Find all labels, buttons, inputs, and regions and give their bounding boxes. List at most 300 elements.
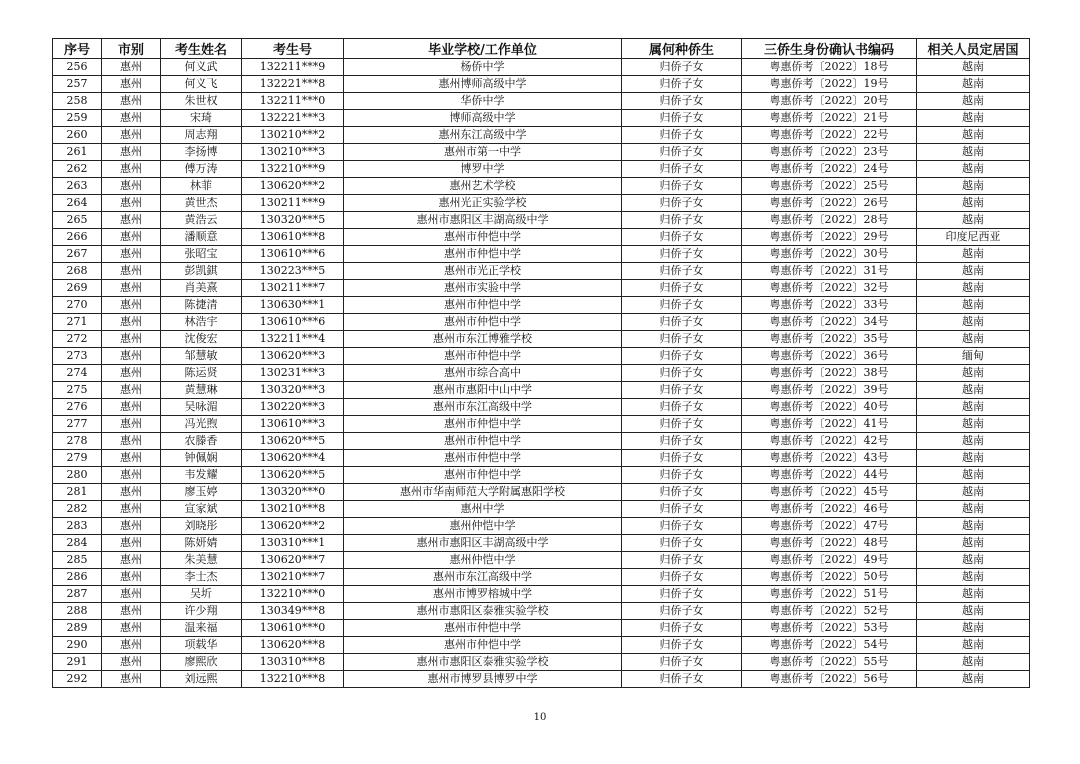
cell-certificate-code: 粤惠侨考〔2022〕39号 bbox=[742, 382, 917, 399]
table-row bbox=[53, 93, 1030, 110]
cell-residence-country: 越南 bbox=[917, 178, 1030, 195]
cell-residence-country: 越南 bbox=[917, 586, 1030, 603]
cell-city: 惠州 bbox=[102, 144, 161, 161]
cell-certificate-code: 粤惠侨考〔2022〕51号 bbox=[742, 586, 917, 603]
cell-serial: 272 bbox=[53, 331, 102, 348]
cell-residence-country: 越南 bbox=[917, 314, 1030, 331]
cell-school: 惠州博师高级中学 bbox=[344, 76, 622, 93]
cell-residence-country: 越南 bbox=[917, 416, 1030, 433]
cell-exam-id: 130620***8 bbox=[242, 637, 344, 654]
cell-residence-country: 越南 bbox=[917, 76, 1030, 93]
cell-certificate-code: 粤惠侨考〔2022〕54号 bbox=[742, 637, 917, 654]
cell-certificate-code: 粤惠侨考〔2022〕26号 bbox=[742, 195, 917, 212]
cell-serial: 258 bbox=[53, 93, 102, 110]
table-row bbox=[53, 671, 1030, 688]
cell-exam-id: 130620***4 bbox=[242, 450, 344, 467]
cell-city: 惠州 bbox=[102, 348, 161, 365]
cell-school: 惠州市综合高中 bbox=[344, 365, 622, 382]
cell-school: 惠州市仲恺中学 bbox=[344, 348, 622, 365]
cell-category: 归侨子女 bbox=[622, 569, 742, 586]
cell-certificate-code: 粤惠侨考〔2022〕19号 bbox=[742, 76, 917, 93]
cell-name: 何义武 bbox=[161, 59, 242, 76]
cell-school: 惠州市博罗榕城中学 bbox=[344, 586, 622, 603]
cell-serial: 269 bbox=[53, 280, 102, 297]
cell-serial: 286 bbox=[53, 569, 102, 586]
table-row bbox=[53, 654, 1030, 671]
table-row bbox=[53, 552, 1030, 569]
cell-certificate-code: 粤惠侨考〔2022〕44号 bbox=[742, 467, 917, 484]
cell-category: 归侨子女 bbox=[622, 161, 742, 178]
cell-serial: 266 bbox=[53, 229, 102, 246]
cell-category: 归侨子女 bbox=[622, 433, 742, 450]
cell-serial: 277 bbox=[53, 416, 102, 433]
cell-name: 廖熙欣 bbox=[161, 654, 242, 671]
cell-serial: 260 bbox=[53, 127, 102, 144]
cell-school: 惠州市光正学校 bbox=[344, 263, 622, 280]
cell-serial: 274 bbox=[53, 365, 102, 382]
cell-exam-id: 130349***8 bbox=[242, 603, 344, 620]
cell-name: 黄慧琳 bbox=[161, 382, 242, 399]
cell-exam-id: 130210***8 bbox=[242, 501, 344, 518]
cell-serial: 268 bbox=[53, 263, 102, 280]
cell-name: 邹慧敏 bbox=[161, 348, 242, 365]
cell-school: 惠州市仲恺中学 bbox=[344, 416, 622, 433]
cell-name: 张昭宝 bbox=[161, 246, 242, 263]
cell-exam-id: 130610***8 bbox=[242, 229, 344, 246]
header-exam-id: 考生号 bbox=[242, 39, 344, 59]
cell-city: 惠州 bbox=[102, 93, 161, 110]
cell-school: 惠州市第一中学 bbox=[344, 144, 622, 161]
cell-certificate-code: 粤惠侨考〔2022〕28号 bbox=[742, 212, 917, 229]
cell-certificate-code: 粤惠侨考〔2022〕46号 bbox=[742, 501, 917, 518]
cell-exam-id: 130610***0 bbox=[242, 620, 344, 637]
cell-residence-country: 缅甸 bbox=[917, 348, 1030, 365]
table-row bbox=[53, 280, 1030, 297]
table-row bbox=[53, 569, 1030, 586]
cell-exam-id: 130630***1 bbox=[242, 297, 344, 314]
cell-certificate-code: 粤惠侨考〔2022〕38号 bbox=[742, 365, 917, 382]
table-row bbox=[53, 263, 1030, 280]
cell-school: 惠州市仲恺中学 bbox=[344, 467, 622, 484]
cell-exam-id: 130620***5 bbox=[242, 467, 344, 484]
cell-certificate-code: 粤惠侨考〔2022〕21号 bbox=[742, 110, 917, 127]
cell-exam-id: 130610***6 bbox=[242, 246, 344, 263]
cell-residence-country: 越南 bbox=[917, 110, 1030, 127]
cell-name: 宣家斌 bbox=[161, 501, 242, 518]
cell-exam-id: 130620***2 bbox=[242, 518, 344, 535]
cell-school: 惠州市仲恺中学 bbox=[344, 297, 622, 314]
cell-name: 李士杰 bbox=[161, 569, 242, 586]
cell-city: 惠州 bbox=[102, 76, 161, 93]
cell-name: 陈运贤 bbox=[161, 365, 242, 382]
cell-category: 归侨子女 bbox=[622, 195, 742, 212]
cell-school: 惠州市仲恺中学 bbox=[344, 637, 622, 654]
cell-residence-country: 越南 bbox=[917, 246, 1030, 263]
header-name: 考生姓名 bbox=[161, 39, 242, 59]
cell-city: 惠州 bbox=[102, 178, 161, 195]
cell-city: 惠州 bbox=[102, 416, 161, 433]
cell-city: 惠州 bbox=[102, 433, 161, 450]
cell-serial: 261 bbox=[53, 144, 102, 161]
cell-exam-id: 130210***2 bbox=[242, 127, 344, 144]
cell-category: 归侨子女 bbox=[622, 535, 742, 552]
cell-school: 惠州市仲恺中学 bbox=[344, 314, 622, 331]
cell-city: 惠州 bbox=[102, 331, 161, 348]
cell-name: 宋琦 bbox=[161, 110, 242, 127]
cell-residence-country: 越南 bbox=[917, 195, 1030, 212]
cell-school: 惠州市惠阳区泰雅实验学校 bbox=[344, 603, 622, 620]
cell-exam-id: 130620***3 bbox=[242, 348, 344, 365]
table-row bbox=[53, 586, 1030, 603]
cell-category: 归侨子女 bbox=[622, 76, 742, 93]
cell-certificate-code: 粤惠侨考〔2022〕20号 bbox=[742, 93, 917, 110]
cell-serial: 270 bbox=[53, 297, 102, 314]
table-row bbox=[53, 212, 1030, 229]
cell-school: 惠州东江高级中学 bbox=[344, 127, 622, 144]
cell-exam-id: 130310***8 bbox=[242, 654, 344, 671]
cell-residence-country: 越南 bbox=[917, 144, 1030, 161]
cell-residence-country: 越南 bbox=[917, 603, 1030, 620]
cell-school: 惠州市惠阳区丰湖高级中学 bbox=[344, 535, 622, 552]
cell-name: 潘顺意 bbox=[161, 229, 242, 246]
cell-school: 惠州市东江高级中学 bbox=[344, 569, 622, 586]
cell-certificate-code: 粤惠侨考〔2022〕24号 bbox=[742, 161, 917, 178]
cell-residence-country: 越南 bbox=[917, 433, 1030, 450]
table-row bbox=[53, 178, 1030, 195]
cell-certificate-code: 粤惠侨考〔2022〕56号 bbox=[742, 671, 917, 688]
cell-school: 博师高级中学 bbox=[344, 110, 622, 127]
cell-category: 归侨子女 bbox=[622, 212, 742, 229]
cell-name: 肖美熹 bbox=[161, 280, 242, 297]
table-row bbox=[53, 246, 1030, 263]
cell-name: 吴咏湄 bbox=[161, 399, 242, 416]
cell-school: 博罗中学 bbox=[344, 161, 622, 178]
header-school: 毕业学校/工作单位 bbox=[344, 39, 622, 59]
cell-school: 惠州市东江高级中学 bbox=[344, 399, 622, 416]
cell-residence-country: 印度尼西亚 bbox=[917, 229, 1030, 246]
cell-school: 惠州市仲恺中学 bbox=[344, 229, 622, 246]
cell-school: 惠州市东江博雅学校 bbox=[344, 331, 622, 348]
cell-residence-country: 越南 bbox=[917, 654, 1030, 671]
cell-city: 惠州 bbox=[102, 127, 161, 144]
cell-serial: 276 bbox=[53, 399, 102, 416]
cell-school: 惠州市仲恺中学 bbox=[344, 450, 622, 467]
table-row bbox=[53, 144, 1030, 161]
cell-name: 彭凯錤 bbox=[161, 263, 242, 280]
cell-name: 黄浩云 bbox=[161, 212, 242, 229]
cell-residence-country: 越南 bbox=[917, 671, 1030, 688]
cell-exam-id: 132221***8 bbox=[242, 76, 344, 93]
header-category: 属何种侨生 bbox=[622, 39, 742, 59]
cell-school: 惠州市博罗县博罗中学 bbox=[344, 671, 622, 688]
cell-category: 归侨子女 bbox=[622, 314, 742, 331]
cell-serial: 289 bbox=[53, 620, 102, 637]
cell-serial: 279 bbox=[53, 450, 102, 467]
table-row bbox=[53, 161, 1030, 178]
cell-serial: 285 bbox=[53, 552, 102, 569]
cell-city: 惠州 bbox=[102, 518, 161, 535]
cell-serial: 287 bbox=[53, 586, 102, 603]
cell-name: 许少翔 bbox=[161, 603, 242, 620]
cell-exam-id: 130320***0 bbox=[242, 484, 344, 501]
cell-serial: 292 bbox=[53, 671, 102, 688]
cell-category: 归侨子女 bbox=[622, 399, 742, 416]
table-row bbox=[53, 76, 1030, 93]
table-row bbox=[53, 450, 1030, 467]
cell-residence-country: 越南 bbox=[917, 535, 1030, 552]
table-row bbox=[53, 637, 1030, 654]
cell-residence-country: 越南 bbox=[917, 161, 1030, 178]
table-row bbox=[53, 433, 1030, 450]
cell-category: 归侨子女 bbox=[622, 59, 742, 76]
cell-certificate-code: 粤惠侨考〔2022〕47号 bbox=[742, 518, 917, 535]
cell-city: 惠州 bbox=[102, 246, 161, 263]
cell-category: 归侨子女 bbox=[622, 93, 742, 110]
cell-category: 归侨子女 bbox=[622, 671, 742, 688]
cell-exam-id: 132221***3 bbox=[242, 110, 344, 127]
cell-residence-country: 越南 bbox=[917, 399, 1030, 416]
cell-city: 惠州 bbox=[102, 399, 161, 416]
cell-serial: 275 bbox=[53, 382, 102, 399]
cell-certificate-code: 粤惠侨考〔2022〕32号 bbox=[742, 280, 917, 297]
cell-residence-country: 越南 bbox=[917, 127, 1030, 144]
table-row bbox=[53, 297, 1030, 314]
table-row bbox=[53, 229, 1030, 246]
cell-category: 归侨子女 bbox=[622, 110, 742, 127]
cell-serial: 267 bbox=[53, 246, 102, 263]
cell-certificate-code: 粤惠侨考〔2022〕43号 bbox=[742, 450, 917, 467]
cell-certificate-code: 粤惠侨考〔2022〕52号 bbox=[742, 603, 917, 620]
cell-category: 归侨子女 bbox=[622, 501, 742, 518]
cell-certificate-code: 粤惠侨考〔2022〕36号 bbox=[742, 348, 917, 365]
cell-city: 惠州 bbox=[102, 212, 161, 229]
cell-category: 归侨子女 bbox=[622, 297, 742, 314]
cell-name: 农滕香 bbox=[161, 433, 242, 450]
cell-name: 冯光煦 bbox=[161, 416, 242, 433]
cell-name: 吴圻 bbox=[161, 586, 242, 603]
cell-category: 归侨子女 bbox=[622, 620, 742, 637]
cell-school: 杨侨中学 bbox=[344, 59, 622, 76]
cell-city: 惠州 bbox=[102, 280, 161, 297]
cell-residence-country: 越南 bbox=[917, 93, 1030, 110]
cell-exam-id: 130210***7 bbox=[242, 569, 344, 586]
table-row bbox=[53, 484, 1030, 501]
cell-exam-id: 132211***4 bbox=[242, 331, 344, 348]
cell-school: 惠州仲恺中学 bbox=[344, 552, 622, 569]
table-row bbox=[53, 416, 1030, 433]
table-row bbox=[53, 467, 1030, 484]
cell-certificate-code: 粤惠侨考〔2022〕29号 bbox=[742, 229, 917, 246]
cell-residence-country: 越南 bbox=[917, 212, 1030, 229]
cell-name: 刘远熙 bbox=[161, 671, 242, 688]
cell-city: 惠州 bbox=[102, 603, 161, 620]
cell-category: 归侨子女 bbox=[622, 637, 742, 654]
cell-city: 惠州 bbox=[102, 195, 161, 212]
cell-exam-id: 132210***0 bbox=[242, 586, 344, 603]
cell-residence-country: 越南 bbox=[917, 484, 1030, 501]
cell-serial: 281 bbox=[53, 484, 102, 501]
cell-exam-id: 132210***8 bbox=[242, 671, 344, 688]
cell-serial: 283 bbox=[53, 518, 102, 535]
cell-serial: 262 bbox=[53, 161, 102, 178]
cell-name: 陈妍婧 bbox=[161, 535, 242, 552]
overseas-chinese-student-table bbox=[52, 38, 1030, 688]
header-residence-country: 相关人员定居国 bbox=[917, 39, 1030, 59]
cell-city: 惠州 bbox=[102, 535, 161, 552]
cell-school: 惠州中学 bbox=[344, 501, 622, 518]
cell-certificate-code: 粤惠侨考〔2022〕35号 bbox=[742, 331, 917, 348]
cell-category: 归侨子女 bbox=[622, 552, 742, 569]
cell-city: 惠州 bbox=[102, 314, 161, 331]
header-city: 市别 bbox=[102, 39, 161, 59]
cell-city: 惠州 bbox=[102, 586, 161, 603]
table-row bbox=[53, 195, 1030, 212]
cell-serial: 257 bbox=[53, 76, 102, 93]
cell-school: 惠州仲恺中学 bbox=[344, 518, 622, 535]
cell-residence-country: 越南 bbox=[917, 501, 1030, 518]
cell-school: 华侨中学 bbox=[344, 93, 622, 110]
cell-name: 项载华 bbox=[161, 637, 242, 654]
table-row bbox=[53, 603, 1030, 620]
table-row bbox=[53, 399, 1030, 416]
cell-city: 惠州 bbox=[102, 382, 161, 399]
cell-serial: 291 bbox=[53, 654, 102, 671]
cell-certificate-code: 粤惠侨考〔2022〕48号 bbox=[742, 535, 917, 552]
cell-certificate-code: 粤惠侨考〔2022〕22号 bbox=[742, 127, 917, 144]
cell-city: 惠州 bbox=[102, 59, 161, 76]
cell-city: 惠州 bbox=[102, 484, 161, 501]
table-row bbox=[53, 620, 1030, 637]
cell-serial: 273 bbox=[53, 348, 102, 365]
cell-residence-country: 越南 bbox=[917, 518, 1030, 535]
cell-exam-id: 130310***1 bbox=[242, 535, 344, 552]
cell-name: 刘晓彤 bbox=[161, 518, 242, 535]
cell-name: 黄世杰 bbox=[161, 195, 242, 212]
cell-certificate-code: 粤惠侨考〔2022〕55号 bbox=[742, 654, 917, 671]
cell-exam-id: 132211***0 bbox=[242, 93, 344, 110]
cell-school: 惠州市仲恺中学 bbox=[344, 246, 622, 263]
cell-exam-id: 132211***9 bbox=[242, 59, 344, 76]
cell-city: 惠州 bbox=[102, 365, 161, 382]
cell-certificate-code: 粤惠侨考〔2022〕25号 bbox=[742, 178, 917, 195]
cell-city: 惠州 bbox=[102, 552, 161, 569]
cell-exam-id: 132210***9 bbox=[242, 161, 344, 178]
cell-certificate-code: 粤惠侨考〔2022〕33号 bbox=[742, 297, 917, 314]
cell-category: 归侨子女 bbox=[622, 518, 742, 535]
cell-school: 惠州光正实验学校 bbox=[344, 195, 622, 212]
cell-city: 惠州 bbox=[102, 569, 161, 586]
cell-residence-country: 越南 bbox=[917, 263, 1030, 280]
cell-residence-country: 越南 bbox=[917, 637, 1030, 654]
cell-residence-country: 越南 bbox=[917, 365, 1030, 382]
cell-exam-id: 130620***7 bbox=[242, 552, 344, 569]
cell-exam-id: 130620***2 bbox=[242, 178, 344, 195]
cell-certificate-code: 粤惠侨考〔2022〕18号 bbox=[742, 59, 917, 76]
table-row bbox=[53, 535, 1030, 552]
cell-serial: 290 bbox=[53, 637, 102, 654]
cell-name: 廖玉婷 bbox=[161, 484, 242, 501]
cell-serial: 256 bbox=[53, 59, 102, 76]
cell-city: 惠州 bbox=[102, 450, 161, 467]
cell-residence-country: 越南 bbox=[917, 620, 1030, 637]
cell-city: 惠州 bbox=[102, 229, 161, 246]
cell-school: 惠州市惠阳区泰雅实验学校 bbox=[344, 654, 622, 671]
table-row bbox=[53, 348, 1030, 365]
cell-city: 惠州 bbox=[102, 671, 161, 688]
cell-name: 朱世权 bbox=[161, 93, 242, 110]
cell-residence-country: 越南 bbox=[917, 467, 1030, 484]
table-row bbox=[53, 110, 1030, 127]
cell-certificate-code: 粤惠侨考〔2022〕30号 bbox=[742, 246, 917, 263]
cell-serial: 265 bbox=[53, 212, 102, 229]
cell-city: 惠州 bbox=[102, 654, 161, 671]
cell-residence-country: 越南 bbox=[917, 59, 1030, 76]
cell-city: 惠州 bbox=[102, 637, 161, 654]
cell-residence-country: 越南 bbox=[917, 450, 1030, 467]
header-serial: 序号 bbox=[53, 39, 102, 59]
cell-school: 惠州市华南师范大学附属惠阳学校 bbox=[344, 484, 622, 501]
table-row bbox=[53, 59, 1030, 76]
table-row bbox=[53, 314, 1030, 331]
cell-city: 惠州 bbox=[102, 161, 161, 178]
cell-serial: 284 bbox=[53, 535, 102, 552]
table-body bbox=[53, 59, 1030, 688]
cell-name: 沈俊宏 bbox=[161, 331, 242, 348]
cell-serial: 264 bbox=[53, 195, 102, 212]
cell-city: 惠州 bbox=[102, 620, 161, 637]
cell-name: 周志翔 bbox=[161, 127, 242, 144]
cell-residence-country: 越南 bbox=[917, 552, 1030, 569]
cell-certificate-code: 粤惠侨考〔2022〕40号 bbox=[742, 399, 917, 416]
cell-exam-id: 130320***5 bbox=[242, 212, 344, 229]
table-row bbox=[53, 365, 1030, 382]
cell-name: 朱美慧 bbox=[161, 552, 242, 569]
cell-school: 惠州市仲恺中学 bbox=[344, 433, 622, 450]
cell-exam-id: 130610***3 bbox=[242, 416, 344, 433]
cell-name: 陈捷清 bbox=[161, 297, 242, 314]
cell-serial: 259 bbox=[53, 110, 102, 127]
table-header-row bbox=[53, 39, 1030, 59]
cell-certificate-code: 粤惠侨考〔2022〕49号 bbox=[742, 552, 917, 569]
cell-city: 惠州 bbox=[102, 467, 161, 484]
cell-serial: 263 bbox=[53, 178, 102, 195]
cell-certificate-code: 粤惠侨考〔2022〕42号 bbox=[742, 433, 917, 450]
cell-exam-id: 130220***3 bbox=[242, 399, 344, 416]
cell-category: 归侨子女 bbox=[622, 246, 742, 263]
cell-exam-id: 130231***3 bbox=[242, 365, 344, 382]
cell-city: 惠州 bbox=[102, 297, 161, 314]
cell-certificate-code: 粤惠侨考〔2022〕31号 bbox=[742, 263, 917, 280]
cell-exam-id: 130320***3 bbox=[242, 382, 344, 399]
table-row bbox=[53, 127, 1030, 144]
cell-category: 归侨子女 bbox=[622, 603, 742, 620]
cell-serial: 282 bbox=[53, 501, 102, 518]
cell-certificate-code: 粤惠侨考〔2022〕23号 bbox=[742, 144, 917, 161]
cell-city: 惠州 bbox=[102, 263, 161, 280]
cell-category: 归侨子女 bbox=[622, 586, 742, 603]
cell-category: 归侨子女 bbox=[622, 416, 742, 433]
cell-serial: 288 bbox=[53, 603, 102, 620]
cell-school: 惠州艺术学校 bbox=[344, 178, 622, 195]
cell-city: 惠州 bbox=[102, 110, 161, 127]
cell-category: 归侨子女 bbox=[622, 450, 742, 467]
cell-name: 林浩宇 bbox=[161, 314, 242, 331]
cell-category: 归侨子女 bbox=[622, 484, 742, 501]
cell-name: 林菲 bbox=[161, 178, 242, 195]
cell-name: 李扬博 bbox=[161, 144, 242, 161]
cell-category: 归侨子女 bbox=[622, 280, 742, 297]
cell-category: 归侨子女 bbox=[622, 348, 742, 365]
